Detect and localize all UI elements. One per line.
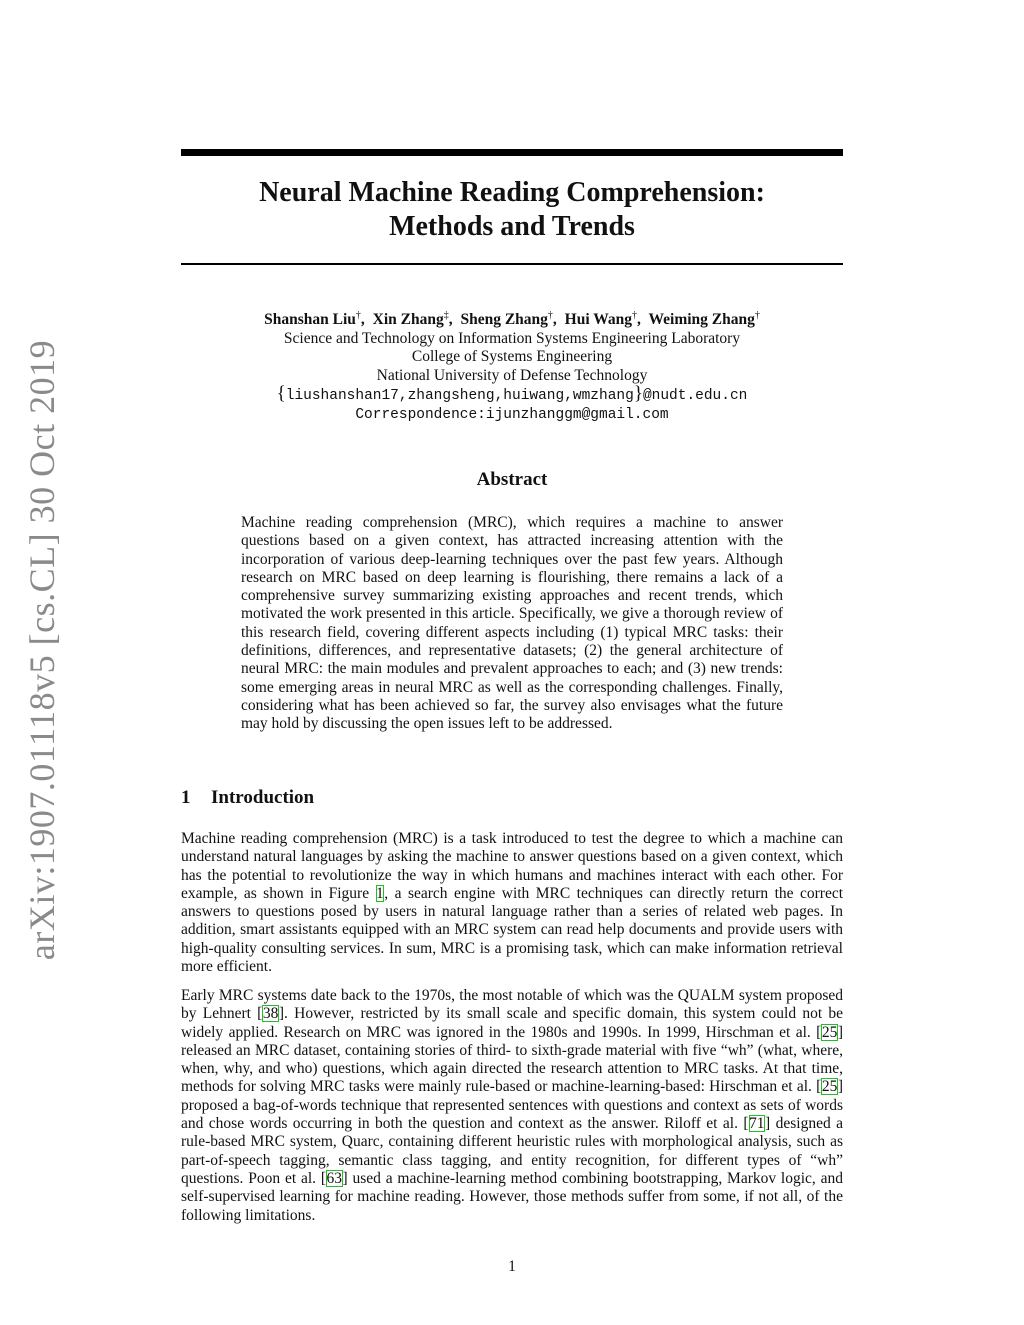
author-name: Hui Wang [564,311,633,328]
author-affiliation-mark: † [754,309,760,321]
abstract-text: Machine reading comprehension (MRC), which requires a machine to answer questions based on a given context, has attracted increasing attention with the incorporation of various deep-learning techniques over the past few years. Although research on MRC based on deep learning is flourishing, there remains a lack of a comprehensive survey summarizing existing approaches and recent trends, which motivated the work presented in this article. Specifically, we give a thorough review of this research field, covering different aspects including (1) typical MRC tasks: their definitions, differences, and representative datasets; (2) the general architecture of neural MRC: the main modules and prevalent approaches to each; and (3) new trends: some emerging areas in neural MRC as well as the corresponding challenges. Finally, considering what has been achieved so far, the survey also envisages what the future may hold by discussing the open issues left to be addressed. [241,514,783,733]
paper-title [181,176,843,244]
intro-paragraph-1 [181,830,843,976]
author-list: Shanshan Liu†, Xin Zhang‡, Sheng Zhang†, Hui Wang†, Weiming Zhang† [264,309,760,328]
arxiv-identifier: arXiv:1907.01118v5 [cs.CL] 30 Oct 2019 [22,339,62,961]
correspondence-email: Correspondence:ijunzhanggm@gmail.com [355,406,669,423]
author-name: Sheng Zhang [460,311,548,328]
author-name: Xin Zhang [372,311,444,328]
author-affiliation-mark: ‡ [443,309,449,321]
abstract-heading: Abstract [476,469,548,490]
paragraph-text: Machine reading comprehension (MRC) is a task introduced to test the degree to which a machine can understand natural languages by asking the machine to answer questions based on a given context, which has the potential to revolutionize the way in which humans and machines interact with each other. For example, as shown in Figure [181,830,843,902]
citation-link[interactable]: 25 [821,1023,838,1041]
paragraph-text: ] proposed a bag-of-words technique that represented sentences with questions and context as sets of words and chose words occurring in both the question and context as the answer. Riloff et al. [ [181,1078,843,1133]
author-block [181,311,843,424]
page-number: 1 [508,1258,516,1275]
section-heading-introduction [181,787,314,809]
title-bottom-rule [181,263,843,265]
paragraph-text: ] designed a rule-based MRC system, Quarc, containing different heuristic rules with morphological analysis, such as part-of-speech tagging, semantic class tagging, and entity recognition, for different types of “wh” questions. Poon et al. [ [181,1115,843,1187]
citation-link[interactable]: 63 [326,1169,342,1187]
paragraph-text: Early MRC systems date back to the 1970s, the most notable of which was the QUALM system proposed by Lehnert [ [181,987,843,1023]
title-line-2: Methods and Trends [389,211,635,242]
author-affiliation-mark: † [632,309,638,321]
figure-reference-link[interactable]: 1 [376,884,384,902]
affiliation-college: College of Systems Engineering [411,348,613,365]
section-number: 1 [181,787,191,808]
author-name: Weiming Zhang [648,311,755,328]
author-name: Shanshan Liu [264,311,356,328]
title-line-1: Neural Machine Reading Comprehension: [259,177,765,208]
section-title: Introduction [211,787,315,808]
citation-link[interactable]: 38 [262,1005,279,1023]
affiliation-lab: Science and Technology on Information Systems Engineering Laboratory [283,329,741,347]
paragraph-text: , a search engine with MRC techniques can directly return the correct answers to questions posed by users in natural language rather than a series of related web pages. In addition, smart assistants equipped with an MRC system can read help documents and provide users with high-quality consulting services. In sum, MRC is a promising task, which can make information retrieval more efficient. [181,884,844,976]
intro-paragraph-2 [181,987,843,1225]
author-affiliation-mark: † [547,309,553,321]
citation-link[interactable]: 25 [821,1078,838,1096]
email-brace-open: { [276,383,286,404]
paragraph-text: ] released an MRC dataset, containing stories of third- to sixth-grade material with five “wh” (what, where, when, why, and who) questions, which again directed the research attention to MRC tasks. At that time, methods for solving MRC tasks were mainly rule-based or machine-learning-based: Hirschman et al. [ [181,1023,843,1096]
paragraph-text: ]. However, restricted by its small scale and specific domain, this system could not be widely applied. Research on MRC was ignored in the 1980s and 1990s. In 1999, Hirschman et al. [ [181,1005,844,1041]
author-affiliation-mark: † [355,309,361,321]
affiliation-university: National University of Defense Technology [376,366,648,384]
paragraph-text: ] used a machine-learning method combining bootstrapping, Markov logic, and self-supervised learning for machine reading. However, those methods suffer from some, if not all, of the following limitations. [181,1169,843,1224]
email-usernames: liushanshan17,zhangsheng,huiwang,wmzhang [285,388,634,404]
email-brace-close: } [633,383,643,404]
citation-link[interactable]: 71 [749,1115,765,1133]
email-domain: @nudt.edu.cn [642,388,748,404]
title-top-rule [181,149,843,156]
author-emails [181,385,843,406]
